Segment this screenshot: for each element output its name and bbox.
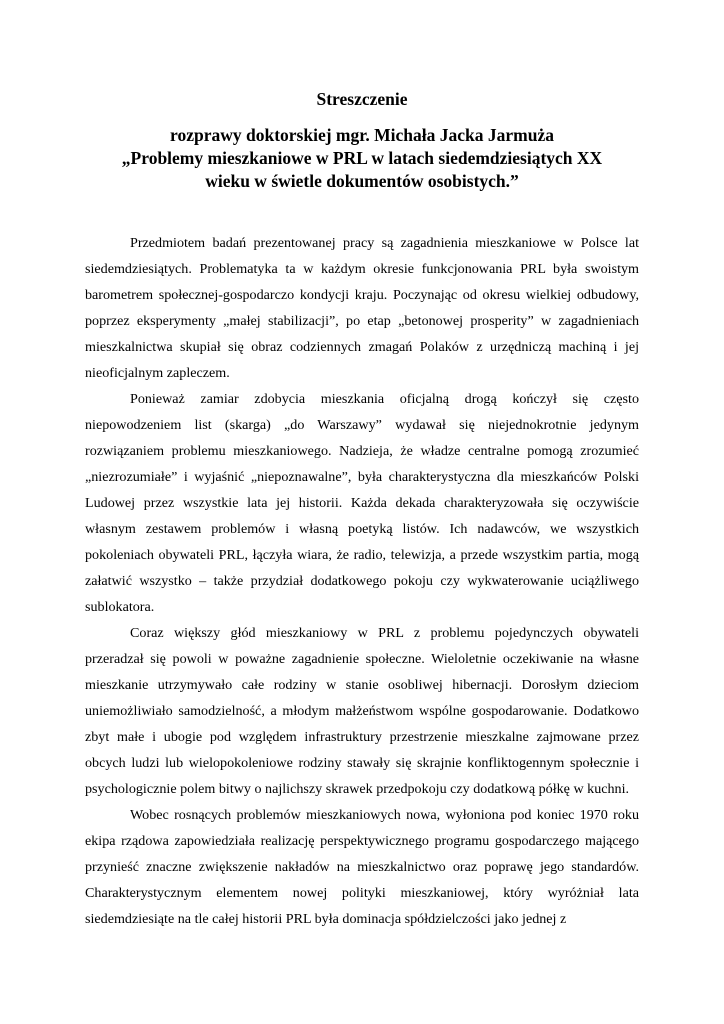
paragraph: Ponieważ zamiar zdobycia mieszkania oficjalną drogą kończył się często niepowodzeniem list (skarga) „do Warszawy” wydawał się niejednokrotnie jedynym rozwiązaniem problemu mieszkaniowego. Nadzieja, że władze centralne pomogą zrozumieć „niezrozumiałe” i wyjaśnić „niepoznawalne”, była charakterystyczna dla mieszkańców Polski Ludowej przez wszystkie lata jej historii. Każda dekada charakteryzowała się oczywiście własnym zestawem problemów i własną poetyką listów. Ich nadawców, we wszystkich pokoleniach obywateli PRL, łączyła wiara, że radio, telewizja, a przede wszystkim partia, mogą załatwić wszystko – także przydział dodatkowego pokoju czy wykwaterowanie uciążliwego sublokatora. — [85, 391, 639, 615]
paragraph: Wobec rosnących problemów mieszkaniowych nowa, wyłoniona pod koniec 1970 roku ekipa rządowa zapowiedziała realizację perspektywicznego programu gospodarczego mającego przynieść znaczne zwiększenie nakładów na mieszkalnictwo oraz poprawę jego standardów. Charakterystycznym elementem nowej polityki mieszkaniowej, który wyróżniał lata siedemdziesiąte na tle całej historii PRL była dominacja spółdzielczości jako jednej z — [85, 807, 639, 927]
paragraph: Przedmiotem badań prezentowanej pracy są zagadnienia mieszkaniowe w Polsce lat siedemdziesiątych. Problematyka ta w każdym okresie funkcjonowania PRL była swoistym barometrem społecznej-gospodarczo kondycji kraju. Poczynając od okresu wielkiej odbudowy, poprzez eksperymenty „małej stabilizacji”, po etap „betonowej prosperity” w zagadnieniach mieszkalnictwa skupiał się obraz codziennych zmagań Polaków z urzędniczą machiną i jej nieoficjalnym zapleczem. — [85, 235, 639, 381]
body-text — [85, 230, 639, 932]
subtitle-line: wieku w świetle dokumentów osobistych.” — [205, 171, 519, 191]
page-title: Streszczenie — [316, 89, 408, 109]
paragraph: Coraz większy głód mieszkaniowy w PRL z problemu pojedynczych obywateli przeradzał się powoli w poważne zagadnienie społeczne. Wieloletnie oczekiwanie na własne mieszkanie utrzymywało całe rodziny w stanie osobliwej hibernacji. Dorosłym dzieciom uniemożliwiało samodzielność, a młodym małżeństwom wspólne gospodarowanie. Dodatkowo zbyt małe i ubogie pod względem infrastruktury przestrzenie mieszkalne zajmowane przez obcych ludzi lub wielopokoleniowe rodziny stawały się skrajnie konfliktogennym społecznie i psychologicznie polem bitwy o najlichszy skrawek przedpokoju czy dodatkową półkę w kuchni. — [85, 625, 639, 797]
subtitle-line: rozprawy doktorskiej mgr. Michała Jacka Jarmuża — [170, 125, 554, 145]
subtitle-line: „Problemy mieszkaniowe w PRL w latach siedemdziesiątych XX — [121, 148, 603, 168]
dissertation-title — [90, 124, 634, 193]
